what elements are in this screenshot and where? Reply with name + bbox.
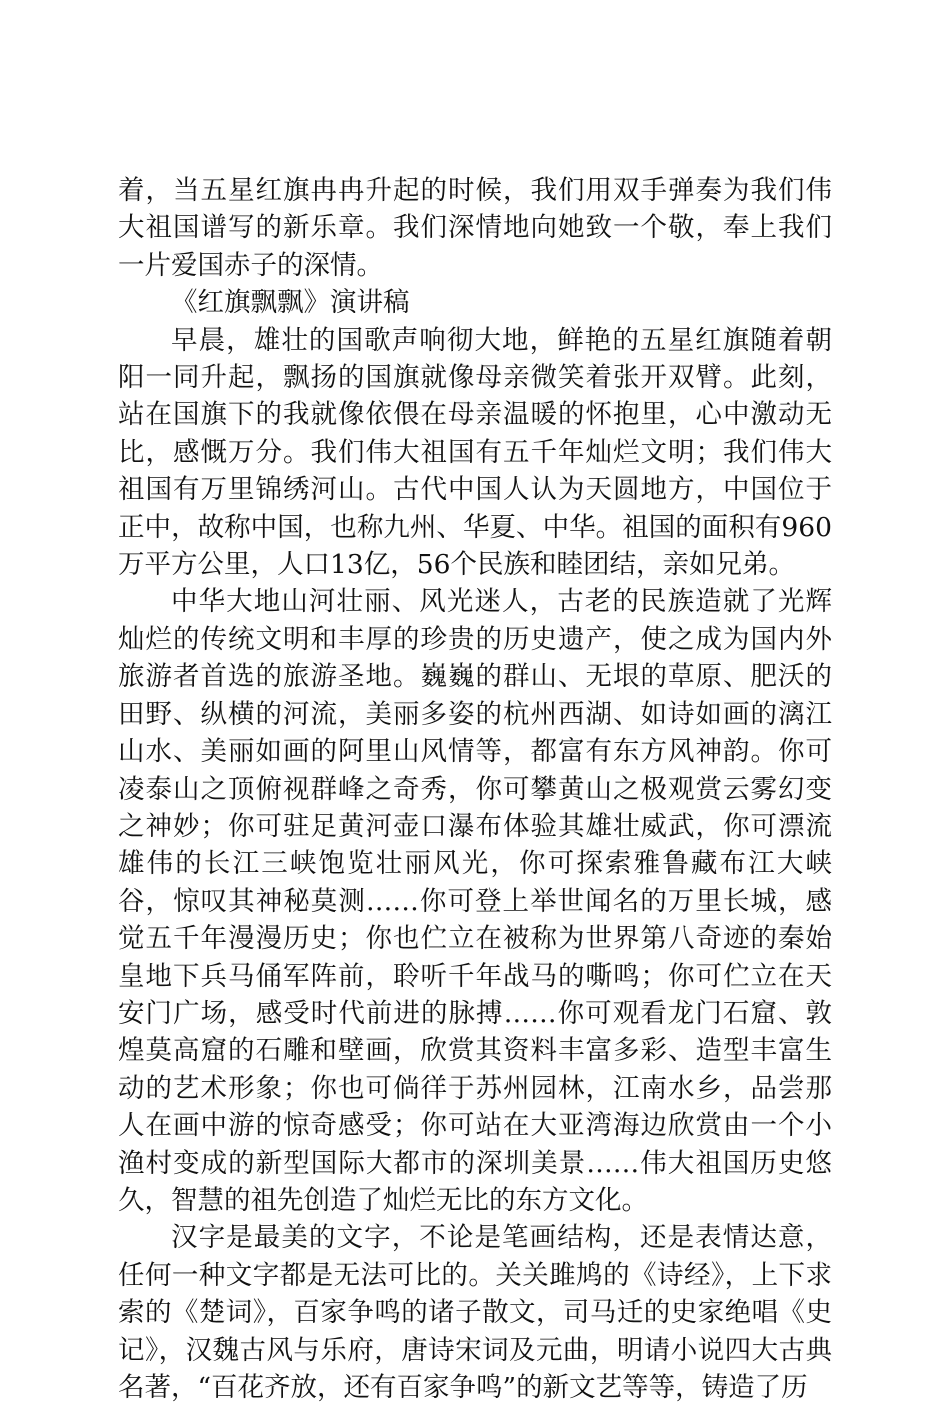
paragraph-continuation: 着，当五星红旗冉冉升起的时候，我们用双手弹奏为我们伟大祖国谱写的新乐章。我们深情地向她致一个敬，奉上我们一片爱国赤子的深情。 [118,175,832,281]
paragraph-chinese-characters: 汉字是最美的文字，不论是笔画结构，还是表情达意，任何一种文字都是无法可比的。关关雎鸠的《诗经》，上下求索的《楚词》，百家争鸣的诸子散文，司马迁的史家绝唱《史记》，汉魏古风与乐府，唐诗宋词及元曲，明请小说四大古典名著，“百花齐放，还有百家争鸣”的新文艺等等，铸造了历 [118,1222,832,1403]
speech-title: 《红旗飘飘》演讲稿 [171,287,410,319]
document-body [118,172,832,1406]
paragraph-landscape: 中华大地山河壮丽、风光迷人，古老的民族造就了光辉灿烂的传统文明和丰厚的珍贵的历史遗产，使之成为国内外旅游者首选的旅游圣地。巍巍的群山、无垠的草原、肥沃的田野、纵横的河流，美丽多姿的杭州西湖、如诗如画的漓江山水、美丽如画的阿里山风情等，都富有东方风神韵。你可凌泰山之顶俯视群峰之奇秀，你可攀黄山之极观赏云雾幻变之神妙；你可驻足黄河壶口瀑布体验其雄壮威武，你可漂流雄伟的长江三峡饱览壮丽风光，你可探索雅鲁藏布江大峡谷，惊叹其神秘莫测……你可登上举世闻名的万里长城，感觉五千年漫漫历史；你也伫立在被称为世界第八奇迹的秦始皇地下兵马俑军阵前，聆听千年战马的嘶鸣；你可伫立在天安门广场，感受时代前进的脉搏……你可观看龙门石窟、敦煌莫高窟的石雕和壁画，欣赏其资料丰富多彩、造型丰富生动的艺术形象；你也可倘徉于苏州园林，江南水乡，品尝那人在画中游的惊奇感受；你可站在大亚湾海边欣赏由一个小渔村变成的新型国际大都市的深圳美景……伟大祖国历史悠久，智慧的祖先创造了灿烂无比的东方文化。 [118,586,832,1216]
paragraph-morning: 早晨，雄壮的国歌声响彻大地，鲜艳的五星红旗随着朝阳一同升起，飘扬的国旗就像母亲微笑着张开双臂。此刻，站在国旗下的我就像依偎在母亲温暖的怀抱里，心中激动无比，感慨万分。我们伟大祖国有五千年灿烂文明；我们伟大祖国有万里锦绣河山。古代中国人认为天圆地方，中国位于正中，故称中国，也称九州、华夏、中华。祖国的面积有960万平方公里，人口13亿，56个民族和睦团结，亲如兄弟。 [118,324,832,581]
